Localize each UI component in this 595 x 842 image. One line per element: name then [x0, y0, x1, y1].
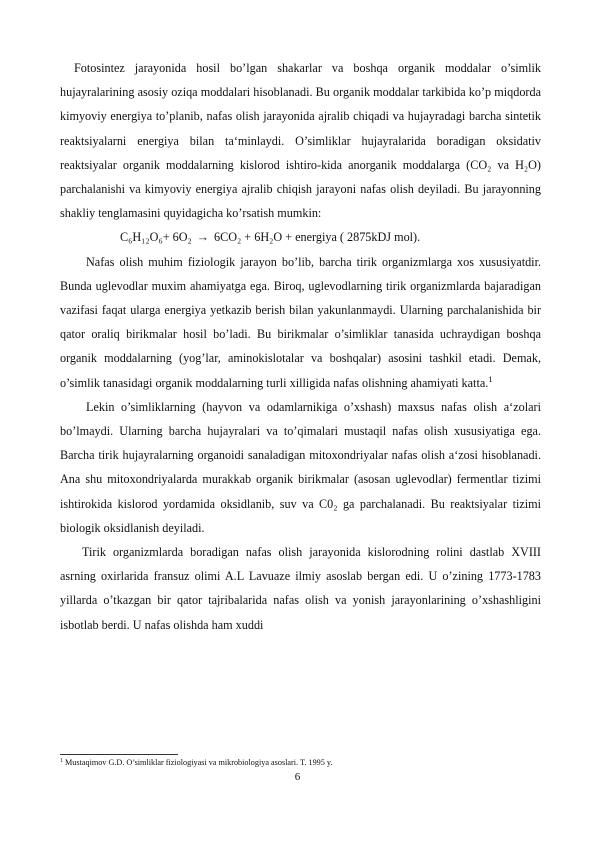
- footnote-mark: 1: [60, 757, 63, 764]
- equation-products: 6CO₂ + 6H₂O + energiya ( 2875kDJ mol).: [213, 230, 421, 245]
- respiration-equation: [60, 225, 541, 249]
- paragraph-text: Nafas olish muhim fiziologik jarayon bo’lib, barcha tirik organizmlarga xos xususiyatdir. Bunda uglevodlar muxim ahamiyatga ega. Biroq, uglevodlarning tirik organizmlarda bajaradigan vazifasi faqat ularga energiya yetkazib berish bilan yakunlanmaydi. Ularning parchalanishida bir qator oraliq birikmalar hosil bo’ladi. Bu birikmalar o’simliklar tanasida uchraydigan boshqa organik moddalarning (yog’lar, aminokislotalar va boshqalar) asosini tashkil etadi. Demak, o’simlik tanasidagi organik moddalarning turli xilligida nafas olishning ahamiyati katta.: [60, 254, 541, 390]
- paragraph-respiration-importance: [60, 250, 541, 395]
- arrow-icon: →: [196, 230, 209, 245]
- paragraph-mitochondria: Lekin o’simliklarning (hayvon va odamlarnikiga o’xshash) maxsus nafas olish a‘zolari bo’lmaydi. Ularning barcha hujayralari va to’qimalari mustaqil nafas olish xususiyatiga ega. Barcha tirik hujayralarning organoidi sanaladigan mitoxondriyalar nafas olish a‘zosi hisoblanadi. Ana shu mitoxondriyalarda murakkab organik birikmalar (asosan uglevodlar) fermentlar tizimi ishtirokida kislorod yordamida oksidlanib, suv va C0₂ ga parchalanadi. Bu reaktsiyalar tizimi biologik oksidlanish deyiladi.: [60, 399, 541, 535]
- equation-reactants: C₆H₁₂O₆+ 6O₂: [120, 230, 192, 245]
- paragraph-lavoisier: Tirik organizmlarda boradigan nafas olish jarayonida kislorodning rolini dastlab XVIII asrning oxirlarida fransuz olimi A.L Lavuaze ilmiy asoslab bergan edi. U o’zining 1773-1783 yillarda o’tkazgan bir qator tajribalarida nafas olish va yonish jarayonlarining o’xshashligini isbotlab berdi. U nafas olishda ham xuddi: [60, 545, 541, 632]
- page-number: 6: [294, 771, 301, 783]
- footnote-separator: [60, 754, 178, 755]
- paragraph-photosynthesis: Fotosintez jarayonida hosil bo’lgan shakarlar va boshqa organik moddalar o’simlik hujayralarining asosiy oziqa moddalari hisoblanadi. Bu organik moddalar tarkibida ko’p miqdorda kimyoviy energiya to’planib, nafas olish jarayonida ajralib chiqadi va hujayradagi barcha sintetik reaktsiyalarni energiya bilan ta‘minlaydi. O’simliklar hujayralarida boradigan oksidativ reaktsiyalar organik moddalarning kislorod ishtiro-kida anorganik moddalarga (CO₂ va H₂O) parchalanishi va kimyoviy energiya ajralib chiqish jarayoni nafas olish deyiladi. Bu jarayonning shakliy tenglamasini quyidagicha ko’rsatish mumkin:: [60, 61, 541, 221]
- footnote-reference: 1: [488, 373, 493, 384]
- footnote: [60, 757, 333, 768]
- footnote-text: Mustaqimov G.D. O’simliklar fiziologiyasi va mikrobiologiya asoslari. T. 1995 y.: [62, 758, 333, 767]
- document-body: [60, 56, 541, 637]
